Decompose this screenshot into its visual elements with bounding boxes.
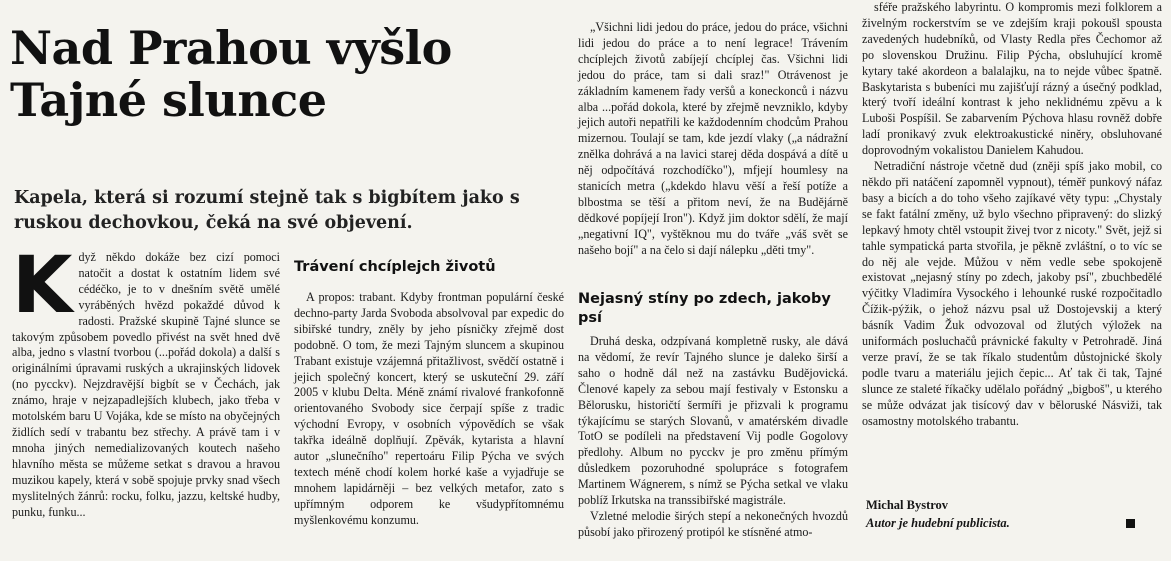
column-3-text-2: Druhá deska, odzpívaná kompletně rusky, ale dává na vědomí, že revír Tajného slunce je daleko širší a saho o hodně dál než na zastávku Budějovická. Členové kapely za sebou mají festivaly v Estonsku a Bělorusku, historičtí šermíři je přizvali k programu týkajícímu se starých Slovanů, v amatérském divadle TotO se podíleli na představení Vij podle Gogolovy předlohy. Album no pycckv je pro změnu přímým důsledkem pozoruhodné spolupráce s fotografem Martinem Wágnerem, s nímž se Pýcha setkal ve vlaku poblíž Irkutska na transsibiřské magistrále. — [578, 334, 848, 508]
subheading-1: Trávení chcíplejch životů — [294, 259, 496, 275]
column-2 — [294, 290, 564, 529]
column-3-lower — [578, 334, 848, 541]
lead-paragraph: Kapela, která si rozumí stejně tak s bigbítem jako s ruskou dechovkou, čeká na své objevení. — [14, 188, 520, 233]
subheading-2: Nejasný stíny po zdech, jakoby psí — [578, 291, 831, 326]
column-1-text: dyž někdo dokáže bez cizí pomoci natočit a dostat k ostatním lidem své cédéčko, je to v dnešním světě umělé vyráběných hvězd pokaždé důvod k radosti. Pražské skupině Tajné slunce se takovým způsobem povedlo přivést na svět hned dvě alba, jedno s vlastní tvorbou (...pořád dokola) a další s originálními úpravami ruských a ukrajinských lidovek (no pycckv). Nejzdravější bigbít se v Čechách, jak známo, hraje v nejzapadlejších klubech, jako třeba v motolském baru U Vojáka, kde se místo na obyčejných židlích sedí v trabantu bez střechy. A právě tam i v mnoha jiných nemedializovaných koutech našeho hlavního města se můžeme setkat s dravou a hravou muzikou kapely, která v sobě spojuje prvky snad všech myslitelných žánrů: rocku, folku, jazzu, keltské hudby, punku, funku... — [12, 250, 280, 519]
column-1 — [12, 241, 280, 520]
column-2-text: A propos: trabant. Kdyby frontman populární české dechno-party Jarda Svoboda absolvoval par expedic do sibiřské tundry, zněly by jeho písničky zřejmě dost podobně. O tom, že mezi Tajným sluncem a skupinou Trabant existuje vzájemná přitažlivost, svědčí ostatně i jejich společný koncert, který se uskuteční 29. září 2005 v klubu Delta. Méně známí rivalové frankofonně orientovaného Svobody sice čerpají spíše z tradic východní Evropy, v osobních výpovědích se však takřka ideálně doplňují. Zpěvák, kytarista a hlavní autor „slunečního" repertoáru Filip Pýcha ve svých textech méně chodí kolem horké kaše a vyjadřuje se mnohem lapidárněji – bez velkých metafor, zato s upřímným odporem ke všudypřítomnému myšlenkovému konzumu. — [294, 290, 564, 527]
column-4 — [862, 0, 1162, 429]
headline: Nad Prahou vyšlo Tajné slunce — [10, 21, 452, 127]
author-name: Michal Bystrov — [866, 498, 949, 512]
author-role: Autor je hudební publicista. — [866, 516, 1010, 530]
column-4-text-1: sféře pražského labyrintu. O kompromis mezi folklorem a živelným rockerstvím se ve zdejším kraji pokoušl spousta zavedených hudebníků, od Vlasty Redla přes Čechomor až po slovenskou Družinu. Filip Pýcha, obsluhující kromě kytary také akordeon a balalajku, na to nejde vůbec špatně. Baskytarista s bubeníci mu zajišťují rázný a úsečný podklad, který tvoří ideální kontrast k jeho neklidnému zpěvu a k Luboši Pospíšil. Se zabarvením Pýchova hlasu rovněž dobře ladí pronikavý zvuk elektroakustické niněry, obsluhované doprovodným vokalistou Danielem Kahudou. — [862, 0, 1162, 158]
column-3-text-1: „Všichni lidi jedou do práce, jedou do práce, všichni lidi jedou do práce a to není legrace! Trávením chcíplejch životů zabíjejí chcíplej čas. Všichni lidi jedou do práce, tam si dali sraz!" Otrávenost je základním kamenem řady veršů a koneckonců i názvu alba ...pořád dokola, které by zřejmě nevzniklo, kdyby jejich autoři nepatřili ke každodenním chodcům Prahou mizernou. Toulají se tam, kde jezdí vlaky („a nádražní znělka dohrává a na lavici starej děda dospává a dítě u něj odpočítává rozchodíčko"), mfjejí houmlesy na stanicích metra („kdekdo hlavu věší a řeší potíže a blbostma se těší a přitom neví, že na Budějárně dědkové popíjejí Iron"). Když jim doktor sdělí, že mají „negativní IQ", vyštěknou mu do tváře „váš svět se našeho bojí" a na čelo si dají nálepku „děti tmy". — [578, 20, 848, 257]
column-4-text-2: Netradiční nástroje včetně dud (zněji spíš jako mobil, co někdo při natáčení zapomněl vypnout), téměř punkový náfaz basy a bicích a do toho všeho zajíkavé věty typu: „Chystaly se fakt fatální změny, už bylo všechno připravený: do slizký lepkavý hmoty chtěl vstoupit živej tvor z nicoty." Svět, jejž si tahle sympatická parta stvořila, je pěkně zvláštní, o to víc se do něj ale vejde. Můžou v něm vedle sebe spokojeně existovat „nejasný stíny po zdech, jakoby psí", zbuchbedělé výčitky Vladimíra Vysockého i lehounké ruské rozpočitadlo Čížik-pýžik, o jehož názvu psal už Dostojevskij a který básník Vadim Žuk odvozoval od žlutých výložek na uniformách posluchačů právnické fakulty v Petrohradě. Jiná verze praví, že se tak říkalo studentům důstojnické školy podle tvaru a materiálu jejich čepic... Ať tak či tak, Tajné slunce ze staleté říkačky udělalo pořádný „bigboš", u kterého se může odvázat jak tisícový dav v běloruské Násviži, tak osamostny motolského trabantu. — [862, 159, 1162, 428]
column-3-text-3: Vzletné melodie širých stepí a nekonečných hvozdů působí jako přirozený protipól ke stísněné atmo- — [578, 508, 848, 539]
column-3 — [578, 20, 848, 259]
drop-cap: K — [12, 241, 73, 331]
end-mark — [1126, 519, 1135, 528]
